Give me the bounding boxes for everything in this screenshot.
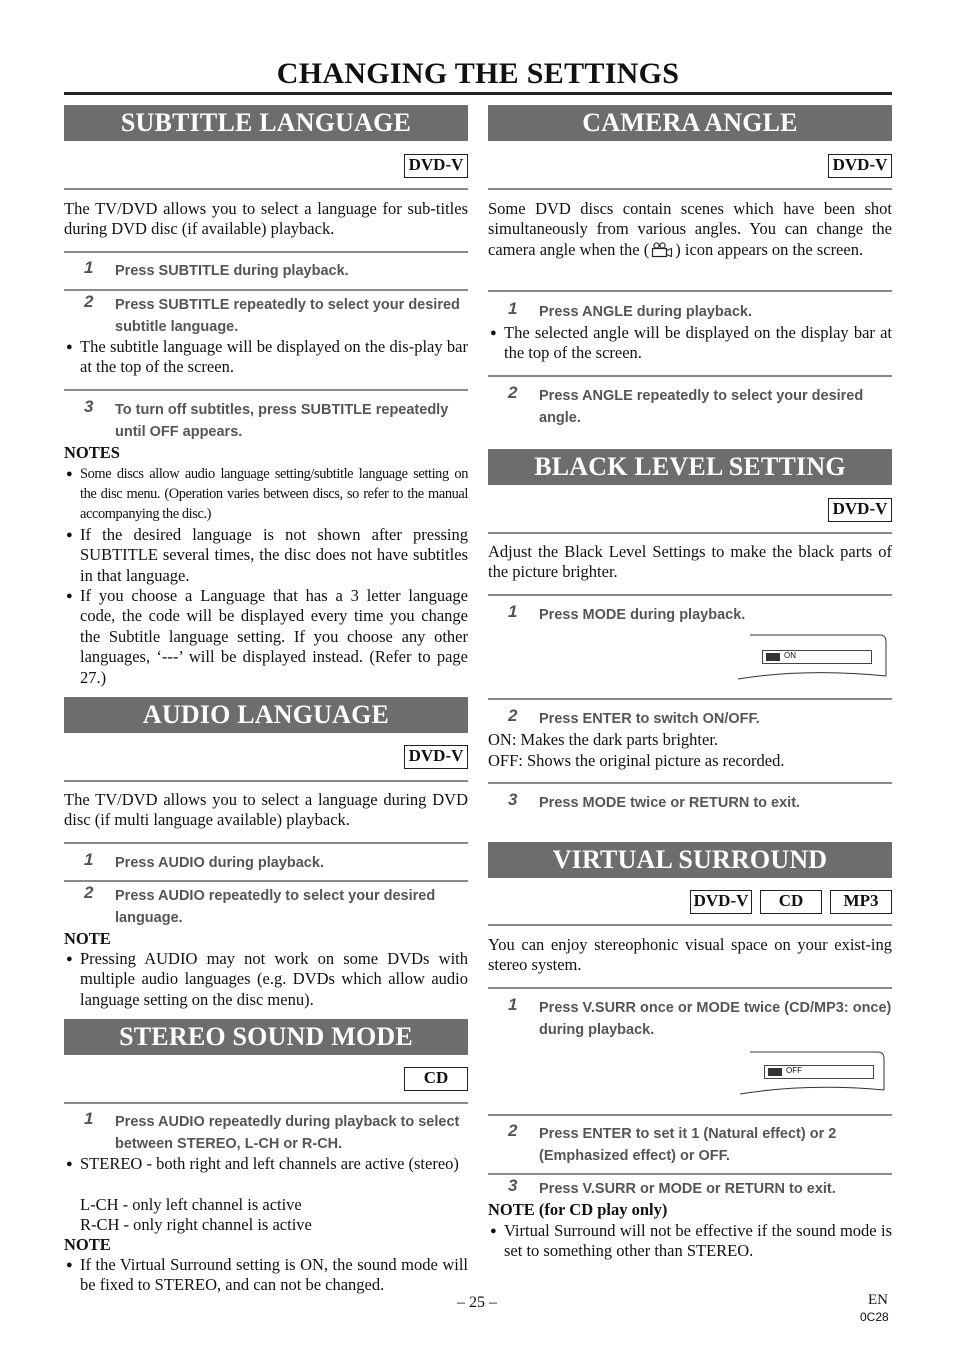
stereo-bullet	[64, 1154, 468, 1174]
camera-step-2	[488, 385, 892, 429]
note-heading: NOTE	[64, 929, 111, 948]
stereo-note	[64, 1255, 468, 1296]
divider	[488, 924, 892, 926]
black-level-screen-illustration	[736, 632, 892, 682]
step-number: 3	[84, 397, 94, 416]
divider	[488, 987, 892, 989]
step-number: 2	[508, 706, 518, 725]
note-text: If the desired language is not shown after pressing SUBTITLE several times, the disc does not have subtitles in that language.	[80, 525, 468, 585]
camera-intro-b: ) icon appears on the screen.	[675, 239, 864, 259]
section-heading-black-level-setting: BLACK LEVEL SETTING	[488, 449, 892, 485]
bullet-icon: ●	[66, 1158, 73, 1170]
audio-step-1	[64, 852, 468, 874]
step-number: 1	[508, 602, 518, 621]
step-text: Press MODE during playback.	[539, 607, 746, 623]
virtual-step-2	[488, 1123, 892, 1167]
mp3-tag: MP3	[830, 890, 892, 914]
divider	[488, 375, 892, 377]
notes-heading: NOTES	[64, 443, 120, 462]
step-number: 1	[508, 299, 518, 318]
divider	[64, 251, 468, 253]
off-description: OFF: Shows the original picture as recorded.	[488, 751, 785, 770]
bullet-icon: ●	[490, 327, 497, 339]
subtitle-intro: The TV/DVD allows you to select a language for sub-titles during DVD disc (if available) playback.	[64, 199, 468, 239]
virtual-surround-screen-illustration	[738, 1048, 892, 1098]
virtual-tag-row	[488, 890, 892, 914]
virtual-step-1	[488, 997, 892, 1041]
step-text: Press AUDIO during playback.	[115, 855, 324, 871]
bullet-text: The selected angle will be displayed on the display bar at the top of the screen.	[504, 323, 892, 363]
bullet-text: The subtitle language will be displayed on the dis-play bar at the top of the screen.	[80, 337, 468, 377]
divider	[64, 842, 468, 844]
step-text: Press SUBTITLE repeatedly to select your desired subtitle language.	[115, 297, 460, 335]
bullet-icon: ●	[66, 341, 73, 353]
divider	[64, 389, 468, 391]
step-text: Press V.SURR or MODE or RETURN to exit.	[539, 1181, 836, 1197]
step-text: Press ENTER to switch ON/OFF.	[539, 711, 760, 727]
step-text: Press AUDIO repeatedly during playback to select between STEREO, L-CH or R-CH.	[115, 1114, 460, 1152]
virtual-surround-osd	[764, 1065, 874, 1079]
step-text: Press SUBTITLE during playback.	[115, 263, 349, 279]
step-text: Press ANGLE during playback.	[539, 304, 752, 320]
divider	[488, 290, 892, 292]
step-number: 3	[508, 1176, 518, 1195]
cd-tag: CD	[760, 890, 822, 914]
dvd-v-tag: DVD-V	[404, 745, 468, 769]
on-description: ON: Makes the dark parts brighter.	[488, 730, 719, 749]
audio-intro: The TV/DVD allows you to select a language during DVD disc (if multi language available) playback.	[64, 790, 468, 830]
stereo-step-1	[64, 1111, 468, 1155]
black-step-2	[488, 708, 892, 730]
step-text: To turn off subtitles, press SUBTITLE repeatedly until OFF appears.	[115, 402, 449, 440]
step-number: 1	[84, 850, 94, 869]
black-step-3	[488, 792, 892, 814]
black-step-1	[488, 604, 892, 626]
bullet-icon: ●	[66, 468, 73, 480]
note-heading: NOTE (for CD play only)	[488, 1200, 668, 1219]
bullet-text: STEREO - both right and left channels are active (stereo)	[80, 1154, 459, 1173]
section-heading-camera-angle: CAMERA ANGLE	[488, 105, 892, 141]
bullet-icon: ●	[66, 1259, 73, 1271]
divider	[488, 532, 892, 534]
step-number: 1	[84, 258, 94, 277]
divider	[488, 594, 892, 596]
virtual-note	[488, 1221, 892, 1262]
page-title: CHANGING THE SETTINGS	[276, 57, 680, 90]
section-heading-stereo-sound-mode: STEREO SOUND MODE	[64, 1019, 468, 1055]
dvd-v-tag: DVD-V	[828, 154, 892, 178]
section-heading-virtual-surround: VIRTUAL SURROUND	[488, 842, 892, 878]
black-level-osd	[762, 650, 872, 664]
divider	[64, 188, 468, 190]
divider	[64, 289, 468, 291]
subtitle-step-1	[64, 260, 468, 282]
section-heading-audio-language: AUDIO LANGUAGE	[64, 697, 468, 733]
step-number: 1	[84, 1109, 94, 1128]
black-tag-row	[488, 498, 892, 522]
camera-angle-icon	[650, 242, 674, 263]
note-text: If the Virtual Surround setting is ON, the sound mode will be fixed to STEREO, and can not be changed.	[80, 1255, 468, 1295]
section-heading-subtitle-language: SUBTITLE LANGUAGE	[64, 105, 468, 141]
audio-note	[64, 949, 468, 1010]
note-heading: NOTE	[64, 1235, 111, 1254]
black-intro: Adjust the Black Level Settings to make the black parts of the picture brighter.	[488, 542, 892, 582]
step-number: 1	[508, 995, 518, 1014]
divider	[64, 780, 468, 782]
surround-icon	[768, 1068, 782, 1076]
lch-text: L-CH - only left channel is active	[80, 1195, 302, 1214]
camera-intro-a: Some DVD discs contain scenes which have been shot simultaneously from various angles. You can change the camera angle when the (	[488, 199, 892, 259]
dvd-v-tag: DVD-V	[404, 154, 468, 178]
subtitle-step-2	[64, 294, 468, 338]
step-text: Press V.SURR once or MODE twice (CD/MP3: once) during playback.	[539, 1000, 892, 1038]
note-text: Some discs allow audio language setting/subtitle language setting on the disc menu. (Operation varies between discs, so refer to the manual accompanying the disc.)	[80, 466, 468, 522]
divider	[64, 880, 468, 882]
audio-tag-row	[64, 745, 468, 769]
dvd-v-tag: DVD-V	[828, 498, 892, 522]
camera-bullet	[488, 323, 892, 364]
virtual-step-3	[488, 1178, 892, 1200]
step-number: 2	[84, 883, 94, 902]
camera-step-1	[488, 301, 892, 323]
subtitle-note-3	[64, 586, 468, 688]
title-rule	[64, 92, 892, 95]
page-number: – 25 –	[457, 1294, 497, 1311]
subtitle-step-3	[64, 399, 468, 443]
step-text: Press ENTER to set it 1 (Natural effect) or 2 (Emphasized effect) or OFF.	[539, 1126, 837, 1164]
osd-label: ON	[784, 651, 796, 660]
divider	[488, 1173, 892, 1175]
step-text: Press AUDIO repeatedly to select your desired language.	[115, 888, 436, 926]
stereo-tag-row	[64, 1067, 468, 1091]
camera-intro	[488, 199, 892, 263]
bullet-icon: ●	[490, 1225, 497, 1237]
osd-label: OFF	[786, 1066, 802, 1075]
note-text: If you choose a Language that has a 3 letter language code, the code will be displayed every time you change the Subtitle language setting. If you choose any other languages, ‘---’ will be displayed instead. (Refer to page 27.)	[80, 586, 468, 687]
divider	[488, 1114, 892, 1116]
bullet-icon: ●	[66, 529, 73, 541]
bullet-icon: ●	[66, 953, 73, 965]
note-text: Virtual Surround will not be effective if the sound mode is set to something other than STEREO.	[504, 1221, 892, 1261]
subtitle-tag-row	[64, 154, 468, 178]
note-text: Pressing AUDIO may not work on some DVDs with multiple audio languages (e.g. DVDs which allow audio language setting on the disc menu).	[80, 949, 468, 1009]
divider	[488, 698, 892, 700]
step-number: 2	[508, 1121, 518, 1140]
language-code: EN	[868, 1292, 888, 1308]
virtual-intro: You can enjoy stereophonic visual space on your exist-ing stereo system.	[488, 935, 892, 975]
step-number: 3	[508, 790, 518, 809]
divider	[488, 782, 892, 784]
step-number: 2	[508, 383, 518, 402]
black-level-icon	[766, 653, 780, 661]
divider	[488, 188, 892, 190]
dvd-v-tag: DVD-V	[690, 890, 752, 914]
audio-step-2	[64, 885, 468, 929]
step-text: Press ANGLE repeatedly to select your desired angle.	[539, 388, 864, 426]
bullet-icon: ●	[66, 590, 73, 602]
document-code: 0C28	[860, 1310, 889, 1324]
camera-tag-row	[488, 154, 892, 178]
step-text: Press MODE twice or RETURN to exit.	[539, 795, 801, 811]
step-number: 2	[84, 292, 94, 311]
subtitle-note-2	[64, 525, 468, 586]
divider	[64, 1102, 468, 1104]
subtitle-note-1	[64, 464, 468, 524]
rch-text: R-CH - only right channel is active	[80, 1215, 312, 1234]
subtitle-bullet	[64, 337, 468, 378]
cd-tag: CD	[404, 1067, 468, 1091]
